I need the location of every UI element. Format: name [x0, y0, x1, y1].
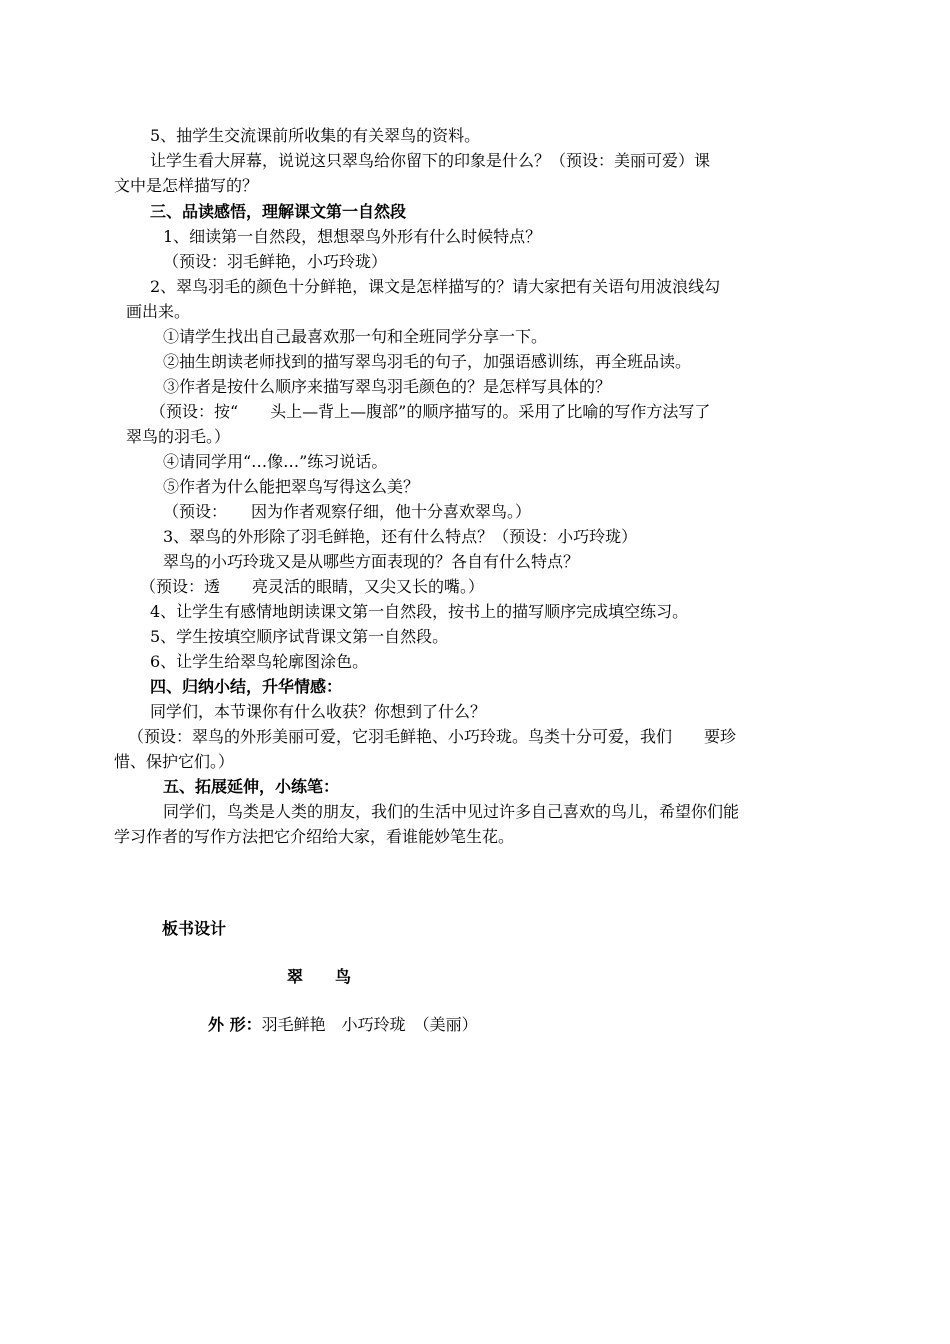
text-line: ③作者是按什么顺序来描写翠鸟羽毛颜色的？是怎样写具体的？	[163, 377, 612, 396]
text-line: 4、让学生有感情地朗读课文第一自然段，按书上的描写顺序完成填空练习。	[150, 602, 689, 621]
text-line: 让学生看大屏幕，说说这只翠鸟给你留下的印象是什么？（预设：美丽可爱）课	[150, 151, 711, 170]
text-line: 画出来。	[126, 302, 191, 321]
text-line: 翠鸟的小巧玲珑又是从哪些方面表现的？各自有什么特点？	[163, 552, 580, 571]
text-line: 文中是怎样描写的？	[114, 176, 259, 195]
text-line: （预设：羽毛鲜艳，小巧玲珑）	[163, 252, 388, 271]
board-row	[208, 1014, 478, 1036]
text-line: ⑤作者为什么能把翠鸟写得这么美？	[163, 477, 420, 496]
text-line: （预设： 因为作者观察仔细，他十分喜欢翠鸟。）	[163, 502, 532, 521]
text-line: （预设：翠鸟的外形美丽可爱，它羽毛鲜艳、小巧玲珑。鸟类十分可爱，我们 要珍	[128, 727, 737, 746]
text-line: （预设：按“ 头上—背上—腹部”的顺序描写的。采用了比喻的写作方法写了	[150, 402, 711, 421]
section-heading: 三、品读感悟，理解课文第一自然段	[150, 202, 407, 221]
text-line: ④请同学用“…像…”练习说话。	[163, 452, 388, 471]
text-line: 学习作者的写作方法把它介绍给大家，看谁能妙笔生花。	[114, 827, 515, 846]
board-heading: 板书设计	[162, 919, 227, 938]
text-line: 3、翠鸟的外形除了羽毛鲜艳，还有什么特点？（预设：小巧玲珑）	[163, 527, 638, 546]
text-line: ①请学生找出自己最喜欢那一句和全班同学分享一下。	[163, 327, 548, 346]
text-line: 同学们，本节课你有什么收获？你想到了什么？	[150, 702, 487, 721]
text-line: 6、让学生给翠鸟轮廓图涂色。	[150, 652, 369, 671]
text-line: 同学们，鸟类是人类的朋友，我们的生活中见过许多自己喜欢的鸟儿，希望你们能	[163, 802, 740, 821]
text-line: ②抽生朗读老师找到的描写翠鸟羽毛的句子，加强语感训练，再全班品读。	[163, 352, 692, 371]
text-line: （预设：透 亮灵活的眼睛，又尖又长的嘴。）	[140, 577, 485, 596]
board-title: 翠 鸟	[287, 967, 352, 986]
board-row-label: 外 形：	[208, 1015, 262, 1034]
text-line: 5、抽学生交流课前所收集的有关翠鸟的资料。	[150, 126, 481, 145]
text-line: 惜、保护它们。）	[114, 752, 235, 771]
board-row-content: 羽毛鲜艳 小巧玲珑 （美丽）	[261, 1015, 478, 1034]
text-line: 2、翠鸟羽毛的颜色十分鲜艳，课文是怎样描写的？请大家把有关语句用波浪线勾	[150, 277, 721, 296]
section-heading: 四、归纳小结，升华情感：	[150, 677, 343, 696]
text-line: 1、细读第一自然段，想想翠鸟外形有什么时候特点？	[163, 227, 542, 246]
section-heading: 五、拓展延伸，小练笔：	[163, 777, 340, 796]
text-line: 翠鸟的羽毛。）	[126, 427, 231, 446]
text-line: 5、学生按填空顺序试背课文第一自然段。	[150, 627, 449, 646]
